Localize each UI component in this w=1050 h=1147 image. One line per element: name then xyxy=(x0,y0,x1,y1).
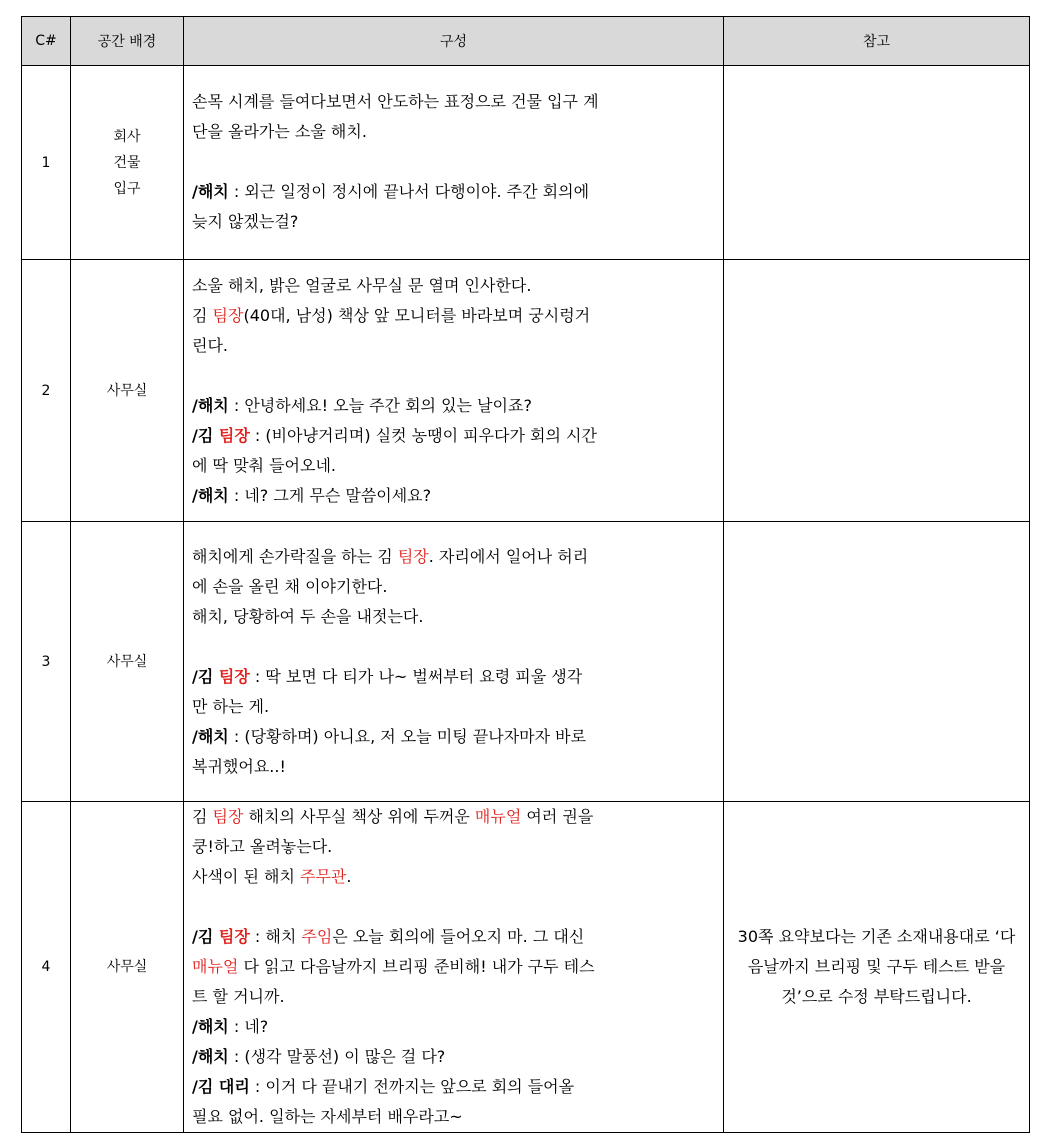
highlight-term: 주임 xyxy=(301,927,333,946)
script-table xyxy=(21,16,1030,1133)
content-line xyxy=(192,832,713,862)
speaker-title: 팀장 xyxy=(218,426,250,445)
content-cell xyxy=(184,802,724,1133)
speaker-title: 팀장 xyxy=(218,927,250,946)
content-line xyxy=(192,982,713,1012)
content-line xyxy=(192,451,713,481)
text-run: : (당황하며) 아니요, 저 오늘 미팅 끝나자마자 바로 xyxy=(228,727,587,746)
place-line: 사무실 xyxy=(106,382,148,399)
content-text xyxy=(192,66,713,237)
content-line xyxy=(192,147,713,177)
content-line xyxy=(192,862,713,892)
text-run: 은 오늘 회의에 들어오지 마. 그 대신 xyxy=(332,927,585,946)
place-line: 사무실 xyxy=(106,653,148,670)
content-line xyxy=(192,177,713,207)
note-cell: 30쪽 요약보다는 기존 소재내용대로 ‘다음날까지 브리핑 및 구두 테스트 받을 것’으로 수정 부탁드립니다. xyxy=(724,802,1030,1133)
highlight-term: 팀장 xyxy=(212,306,244,325)
content-line xyxy=(192,722,713,752)
speaker-name: /해치 xyxy=(192,727,229,746)
text-run: 해치, 당황하여 두 손을 내젓는다. xyxy=(192,607,424,626)
text-run: : 네? 그게 무슨 말씀이세요? xyxy=(228,486,432,505)
content-line xyxy=(192,692,713,722)
highlight-term: 팀장 xyxy=(397,547,429,566)
place-cell xyxy=(71,66,184,260)
content-line xyxy=(192,602,713,632)
content-line xyxy=(192,421,713,451)
content-line xyxy=(192,752,713,782)
text-run: : 안녕하세요! 오늘 주간 회의 있는 날이죠? xyxy=(228,396,532,415)
text-run: 김 xyxy=(192,807,213,826)
highlight-term: 매뉴얼 xyxy=(192,957,239,976)
text-run: 필요 없어. 일하는 자세부터 배우라고~ xyxy=(192,1107,463,1126)
text-run: (40대, 남성) 책상 앞 모니터를 바라보며 궁시렁거 xyxy=(243,306,591,325)
content-line xyxy=(192,802,713,832)
content-line xyxy=(192,952,713,982)
content-line xyxy=(192,271,713,301)
text-run: 손목 시계를 들여다보면서 안도하는 표정으로 건물 입구 계 xyxy=(192,92,599,111)
header-note: 참고 xyxy=(724,17,1030,66)
content-line xyxy=(192,632,713,662)
text-run: . 자리에서 일어나 허리 xyxy=(428,547,589,566)
content-line xyxy=(192,892,713,922)
place-cell xyxy=(71,260,184,522)
content-line xyxy=(192,391,713,421)
text-run: 트 할 거니까. xyxy=(192,987,285,1006)
cut-number: 1 xyxy=(22,66,71,260)
text-run: : (생각 말풍선) 이 많은 걸 다? xyxy=(228,1047,446,1066)
place-line: 사무실 xyxy=(106,959,148,975)
cut-number: 3 xyxy=(22,522,71,802)
text-run: : 딱 보면 다 티가 나~ 벌써부터 요령 피울 생각 xyxy=(249,667,583,686)
content-line xyxy=(192,1072,713,1102)
text-run: : (비아냥거리며) 실컷 농땡이 피우다가 회의 시간 xyxy=(249,426,597,445)
place-cell xyxy=(71,802,184,1133)
text-run: 김 xyxy=(192,306,213,325)
text-run: 다 읽고 다음날까지 브리핑 준비해! 내가 구두 테스 xyxy=(238,957,595,976)
table-row xyxy=(22,66,1030,260)
text-run: 만 하는 게. xyxy=(192,697,270,716)
text-run: 린다. xyxy=(192,336,228,355)
text-run: 사색이 된 해치 xyxy=(192,867,300,886)
table-row xyxy=(22,522,1030,802)
text-run: 단을 올라가는 소울 해치. xyxy=(192,122,367,141)
cut-number: 4 xyxy=(22,802,71,1133)
content-text xyxy=(192,522,713,782)
content-line xyxy=(192,542,713,572)
content-line xyxy=(192,1102,713,1132)
speaker-name: /해치 xyxy=(192,486,229,505)
header-content: 구성 xyxy=(184,17,724,66)
text-run: 늦지 않겠는걸? xyxy=(192,212,299,231)
text-run: : 네? xyxy=(228,1017,269,1036)
speaker-name: /김 xyxy=(192,927,219,946)
content-line xyxy=(192,207,713,237)
text-run: 쿵!하고 올려놓는다. xyxy=(192,837,333,856)
text-run: : 해치 xyxy=(249,927,302,946)
place-line: 회사 xyxy=(113,128,141,145)
cut-number: 2 xyxy=(22,260,71,522)
place-line: 건물 xyxy=(113,154,141,171)
header-c-number: C# xyxy=(22,17,71,66)
speaker-name: /김 대리 xyxy=(192,1077,250,1096)
content-line xyxy=(192,361,713,391)
speaker-name: /해치 xyxy=(192,1047,229,1066)
header-row xyxy=(22,17,1030,66)
text-run: 에 딱 맞춰 들어오네. xyxy=(192,456,336,475)
content-text xyxy=(192,260,713,511)
text-run: 여러 권을 xyxy=(521,807,594,826)
text-run: 복귀했어요..! xyxy=(192,757,286,776)
text-run: 해치에게 손가락질을 하는 김 xyxy=(192,547,398,566)
text-run: : 외근 일정이 정시에 끝나서 다행이야. 주간 회의에 xyxy=(228,182,590,201)
content-line xyxy=(192,117,713,147)
content-line xyxy=(192,331,713,361)
content-line xyxy=(192,662,713,692)
table-row xyxy=(22,802,1030,1133)
speaker-name: /김 xyxy=(192,667,219,686)
content-line xyxy=(192,481,713,511)
highlight-term: 팀장 xyxy=(212,807,244,826)
content-line xyxy=(192,922,713,952)
speaker-name: /해치 xyxy=(192,396,229,415)
note-cell xyxy=(724,522,1030,802)
header-place: 공간 배경 xyxy=(71,17,184,66)
speaker-name: /해치 xyxy=(192,182,229,201)
text-run: 소울 해치, 밝은 얼굴로 사무실 문 열며 인사한다. xyxy=(192,276,532,295)
content-line xyxy=(192,1042,713,1072)
speaker-name: /김 xyxy=(192,426,219,445)
highlight-term: 주무관 xyxy=(300,867,347,886)
speaker-name: /해치 xyxy=(192,1017,229,1036)
highlight-term: 매뉴얼 xyxy=(474,807,522,826)
content-line xyxy=(192,572,713,602)
table-row xyxy=(22,260,1030,522)
text-run: 해치의 사무실 책상 위에 두꺼운 xyxy=(243,807,475,826)
content-line xyxy=(192,1012,713,1042)
text-run: 에 손을 올린 채 이야기한다. xyxy=(192,577,388,596)
place-line: 입구 xyxy=(113,180,141,197)
text-run: . xyxy=(346,867,352,886)
content-line xyxy=(192,301,713,331)
note-cell xyxy=(724,66,1030,260)
note-cell xyxy=(724,260,1030,522)
content-cell xyxy=(184,260,724,522)
content-cell xyxy=(184,66,724,260)
place-cell xyxy=(71,522,184,802)
content-line xyxy=(192,87,713,117)
content-text xyxy=(192,802,713,1132)
content-cell xyxy=(184,522,724,802)
text-run: : 이거 다 끝내기 전까지는 앞으로 회의 들어올 xyxy=(249,1077,575,1096)
speaker-title: 팀장 xyxy=(218,667,250,686)
